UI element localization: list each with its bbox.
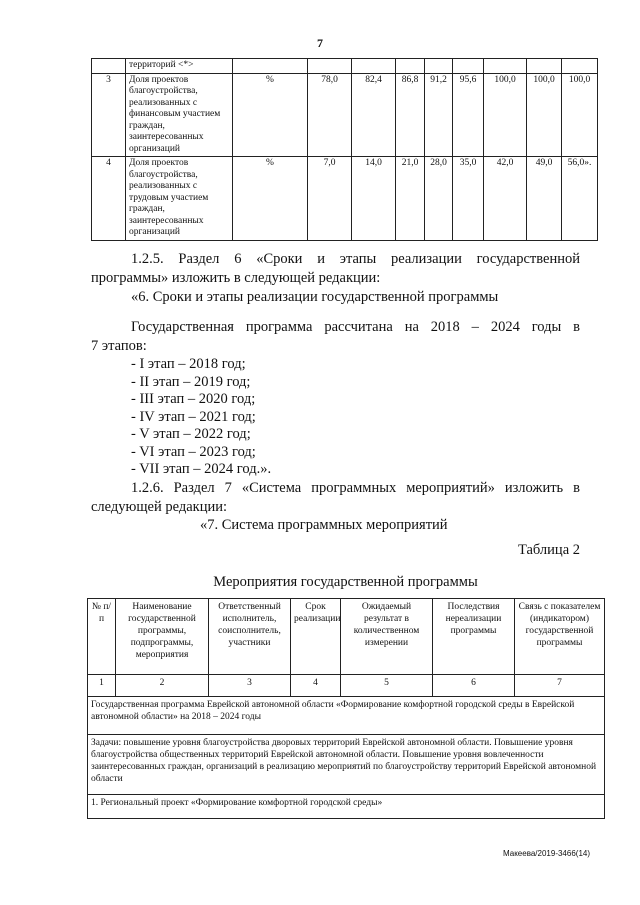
- page-number: 7: [317, 36, 323, 50]
- stage-item: - VI этап – 2023 год;: [131, 443, 256, 460]
- row-number: 4: [92, 157, 126, 241]
- indicator-name: территорий <*>: [126, 59, 233, 74]
- paragraph-1-2-5-cont: программы» изложить в следующей редакции:: [91, 270, 381, 286]
- document-footer: Макеева/2019-3466(14): [503, 849, 591, 858]
- value-cell: 49,0: [527, 157, 562, 241]
- column-number: 4: [291, 675, 341, 697]
- column-header: Срок реализации: [291, 599, 341, 675]
- table-row: [92, 73, 598, 157]
- column-header: Ожидаемый результат в количественном измерении: [341, 599, 433, 675]
- indicator-name: Доля проектов благоустройства, реализованных с трудовым участием граждан, заинтересованных организаций: [126, 157, 233, 241]
- column-header: Наименование государственной программы, подпрограммы, мероприятия: [116, 599, 209, 675]
- column-number: 2: [116, 675, 209, 697]
- column-number: 6: [433, 675, 515, 697]
- value-cell: 100,0: [484, 73, 527, 157]
- value-cell: 91,2: [425, 73, 453, 157]
- value-cell: 82,4: [352, 73, 396, 157]
- paragraph-1-2-5: 1.2.5. Раздел 6 «Сроки и этапы реализации государственной: [131, 251, 580, 267]
- value-cell: 28,0: [425, 157, 453, 241]
- paragraph-1-2-6: 1.2.6. Раздел 7 «Система программных мероприятий» изложить в: [131, 480, 580, 496]
- value-cell: 42,0: [484, 157, 527, 241]
- value-cell: 7,0: [308, 157, 352, 241]
- section-7-heading: «7. Система программных мероприятий: [200, 517, 448, 533]
- value-cell: 56,0».: [562, 157, 598, 241]
- indicators-table: [91, 58, 598, 241]
- column-number: 1: [88, 675, 116, 697]
- unit: %: [233, 73, 308, 157]
- table-header-row: [88, 599, 605, 675]
- value-cell: 95,6: [453, 73, 484, 157]
- program-row: Государственная программа Еврейской автономной области «Формирование комфортной городской среды в Еврейской автономной области» на 2018 – 2024 годы: [88, 697, 605, 735]
- table-label: Таблица 2: [517, 542, 580, 558]
- value-cell: 86,8: [396, 73, 425, 157]
- value-cell: 35,0: [453, 157, 484, 241]
- unit: %: [233, 157, 308, 241]
- project-row: 1. Региональный проект «Формирование комфортной городской среды»: [88, 795, 605, 819]
- column-header: Последствия нереализации программы: [433, 599, 515, 675]
- stage-item: - III этап – 2020 год;: [131, 391, 256, 407]
- table-row: [88, 697, 605, 735]
- value-cell: 100,0: [562, 73, 598, 157]
- measures-table: [87, 598, 605, 819]
- value-cell: 14,0: [352, 157, 396, 241]
- section-6-heading: «6. Сроки и этапы реализации государственной программы: [131, 289, 499, 305]
- stage-item: - V этап – 2022 год;: [131, 426, 251, 442]
- column-header: № п/п: [88, 599, 116, 675]
- row-number: 3: [92, 73, 126, 157]
- table-row: [92, 59, 598, 74]
- column-header: Ответственный исполнитель, соисполнитель, участники: [209, 599, 291, 675]
- column-numbers-row: [88, 675, 605, 697]
- value-cell: 21,0: [396, 157, 425, 241]
- stage-item: - II этап – 2019 год;: [131, 373, 251, 390]
- stage-item: - IV этап – 2021 год;: [131, 408, 256, 425]
- column-number: 3: [209, 675, 291, 697]
- intro-paragraph-cont: 7 этапов:: [91, 338, 147, 354]
- table-title: Мероприятия государственной программы: [213, 574, 478, 590]
- table-row: [88, 735, 605, 795]
- stage-item: - VII этап – 2024 год.».: [131, 461, 272, 477]
- value-cell: 78,0: [308, 73, 352, 157]
- column-number: 7: [515, 675, 605, 697]
- intro-paragraph: Государственная программа рассчитана на 2018 – 2024 годы в: [131, 319, 580, 335]
- tasks-row: Задачи: повышение уровня благоустройства дворовых территорий Еврейской автономной области. Повышение уровня благоустройства общественных территорий Еврейской автономной области. Повышение уровня вовлеченности заинтересованных граждан, организаций в реализацию мероприятий по благоустройству территорий Еврейской автономной области: [88, 735, 605, 795]
- table-row: [88, 795, 605, 819]
- column-number: 5: [341, 675, 433, 697]
- indicator-name: Доля проектов благоустройства, реализованных с финансовым участием граждан, заинтересованных организаций: [126, 73, 233, 157]
- value-cell: 100,0: [527, 73, 562, 157]
- paragraph-1-2-6-cont: следующей редакции:: [91, 499, 228, 515]
- stage-item: - I этап – 2018 год;: [131, 356, 246, 372]
- table-row: [92, 157, 598, 241]
- column-header: Связь с показателем (индикатором) государственной программы: [515, 599, 605, 675]
